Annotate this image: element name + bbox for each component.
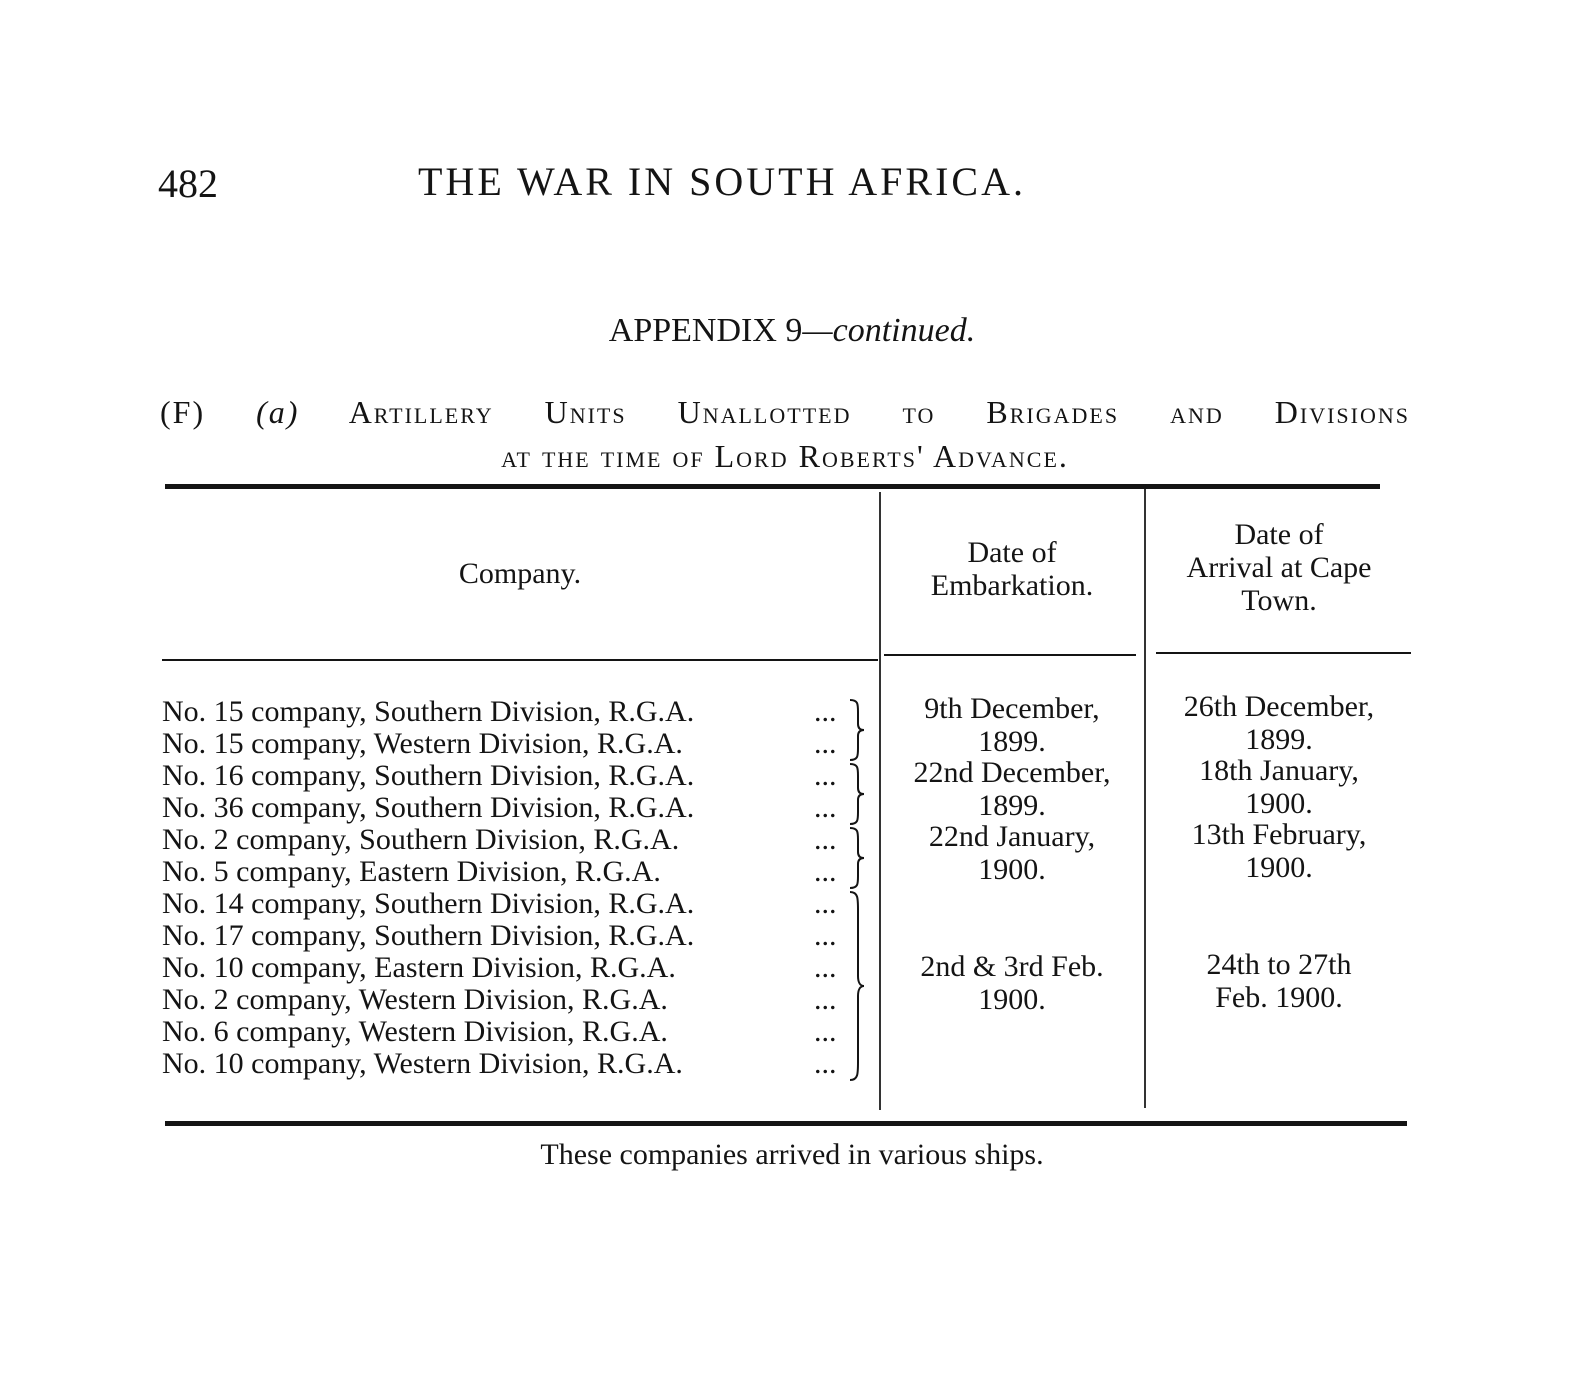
leader-dots: ... [814, 695, 837, 728]
table-top-rule [165, 484, 1380, 489]
embarkation-date [884, 820, 1140, 886]
table-row: No. 14 company, Southern Division, R.G.A. [162, 887, 695, 920]
running-head: THE WAR IN SOUTH AFRICA. [418, 159, 1026, 204]
header-company: Company. [458, 557, 582, 590]
table-row: No. 36 company, Southern Division, R.G.A. [162, 791, 695, 824]
table-row: No. 2 company, Western Division, R.G.A. [162, 983, 668, 1016]
leader-dots: ... [814, 855, 837, 888]
leader-dots: ... [814, 951, 837, 984]
section-sub: (a) [256, 394, 300, 430]
group-brace-3 [846, 826, 870, 890]
header-divider-company [162, 659, 878, 661]
table-row: No. 10 company, Western Division, R.G.A. [162, 1047, 683, 1080]
leader-dots: ... [814, 727, 837, 760]
leader-dots: ... [814, 887, 837, 920]
header-embarkation [882, 536, 1142, 602]
table-row: No. 2 company, Southern Division, R.G.A. [162, 823, 680, 856]
table-row: No. 5 company, Eastern Division, R.G.A. [162, 855, 661, 888]
arrival-date-line: 13th February, [1191, 818, 1367, 851]
arrival-date-line: 26th December, [1183, 690, 1375, 723]
leader-dots: ... [814, 791, 837, 824]
embarkation-date-line: 1900. [978, 983, 1046, 1016]
table-bottom-rule [165, 1121, 1407, 1126]
embarkation-date-line: 22nd December, [913, 756, 1111, 789]
appendix-heading [0, 312, 1584, 350]
embarkation-date [884, 692, 1140, 758]
leader-dots: ... [814, 983, 837, 1016]
table-row: No. 10 company, Eastern Division, R.G.A. [162, 951, 676, 984]
header-embarkation-line-1: Date of [967, 536, 1057, 569]
header-arrival-line-1: Date of [1234, 518, 1324, 551]
group-brace-2 [846, 762, 870, 826]
embarkation-date-line: 9th December, [924, 692, 1100, 725]
arrival-date-line: 1900. [1245, 787, 1313, 820]
embarkation-date-line: 1899. [978, 789, 1046, 822]
appendix-continued: —continued. [802, 312, 976, 349]
header-arrival [1148, 518, 1410, 617]
group-brace-1 [846, 698, 870, 762]
column-divider-1 [879, 492, 881, 1110]
arrival-date-line: 1899. [1245, 723, 1313, 756]
leader-dots: ... [814, 823, 837, 856]
embarkation-date [884, 950, 1140, 1016]
table-row: No. 15 company, Southern Division, R.G.A. [162, 695, 695, 728]
header-arrival-line-3: Town. [1241, 584, 1317, 617]
leader-dots: ... [814, 1047, 837, 1080]
embarkation-date-line: 2nd & 3rd Feb. [920, 950, 1104, 983]
arrival-date [1150, 754, 1408, 820]
embarkation-date-line: 1899. [978, 725, 1046, 758]
leader-dots: ... [814, 1015, 837, 1048]
section-title [160, 390, 1410, 478]
leader-dots: ... [814, 759, 837, 792]
column-divider-2 [1144, 489, 1146, 1108]
arrival-date-line: 18th January, [1199, 754, 1359, 787]
embarkation-date [884, 756, 1140, 822]
header-divider-embarkation [884, 654, 1136, 656]
footnote: These companies arrived in various ships. [540, 1138, 1044, 1171]
section-title-line-2: at the time of Lord Roberts' Advance. [501, 438, 1069, 474]
arrival-date-line: 24th to 27th [1206, 948, 1352, 981]
table-row: No. 15 company, Western Division, R.G.A. [162, 727, 683, 760]
arrival-date [1150, 948, 1408, 1014]
header-embarkation-line-2: Embarkation. [930, 569, 1094, 602]
arrival-date-line: Feb. 1900. [1215, 981, 1343, 1014]
section-title-text-1: Artillery Units Unallotted to Brigades and Divisions [348, 394, 1411, 430]
embarkation-date-line: 1900. [978, 853, 1046, 886]
section-title-line-1 [160, 390, 1410, 434]
embarkation-date-line: 22nd January, [928, 820, 1096, 853]
header-arrival-line-2: Arrival at Cape [1186, 551, 1372, 584]
appendix-label: APPENDIX 9 [608, 312, 803, 349]
arrival-date [1150, 818, 1408, 884]
page-number: 482 [158, 161, 218, 206]
header-divider-arrival [1156, 652, 1411, 654]
group-brace-4 [846, 890, 870, 1082]
arrival-date [1150, 690, 1408, 756]
table-row: No. 17 company, Southern Division, R.G.A. [162, 919, 695, 952]
arrival-date-line: 1900. [1245, 851, 1313, 884]
section-prefix: (F) [160, 394, 206, 430]
leader-dots: ... [814, 919, 837, 952]
table-row: No. 16 company, Southern Division, R.G.A. [162, 759, 695, 792]
table-row: No. 6 company, Western Division, R.G.A. [162, 1015, 668, 1048]
